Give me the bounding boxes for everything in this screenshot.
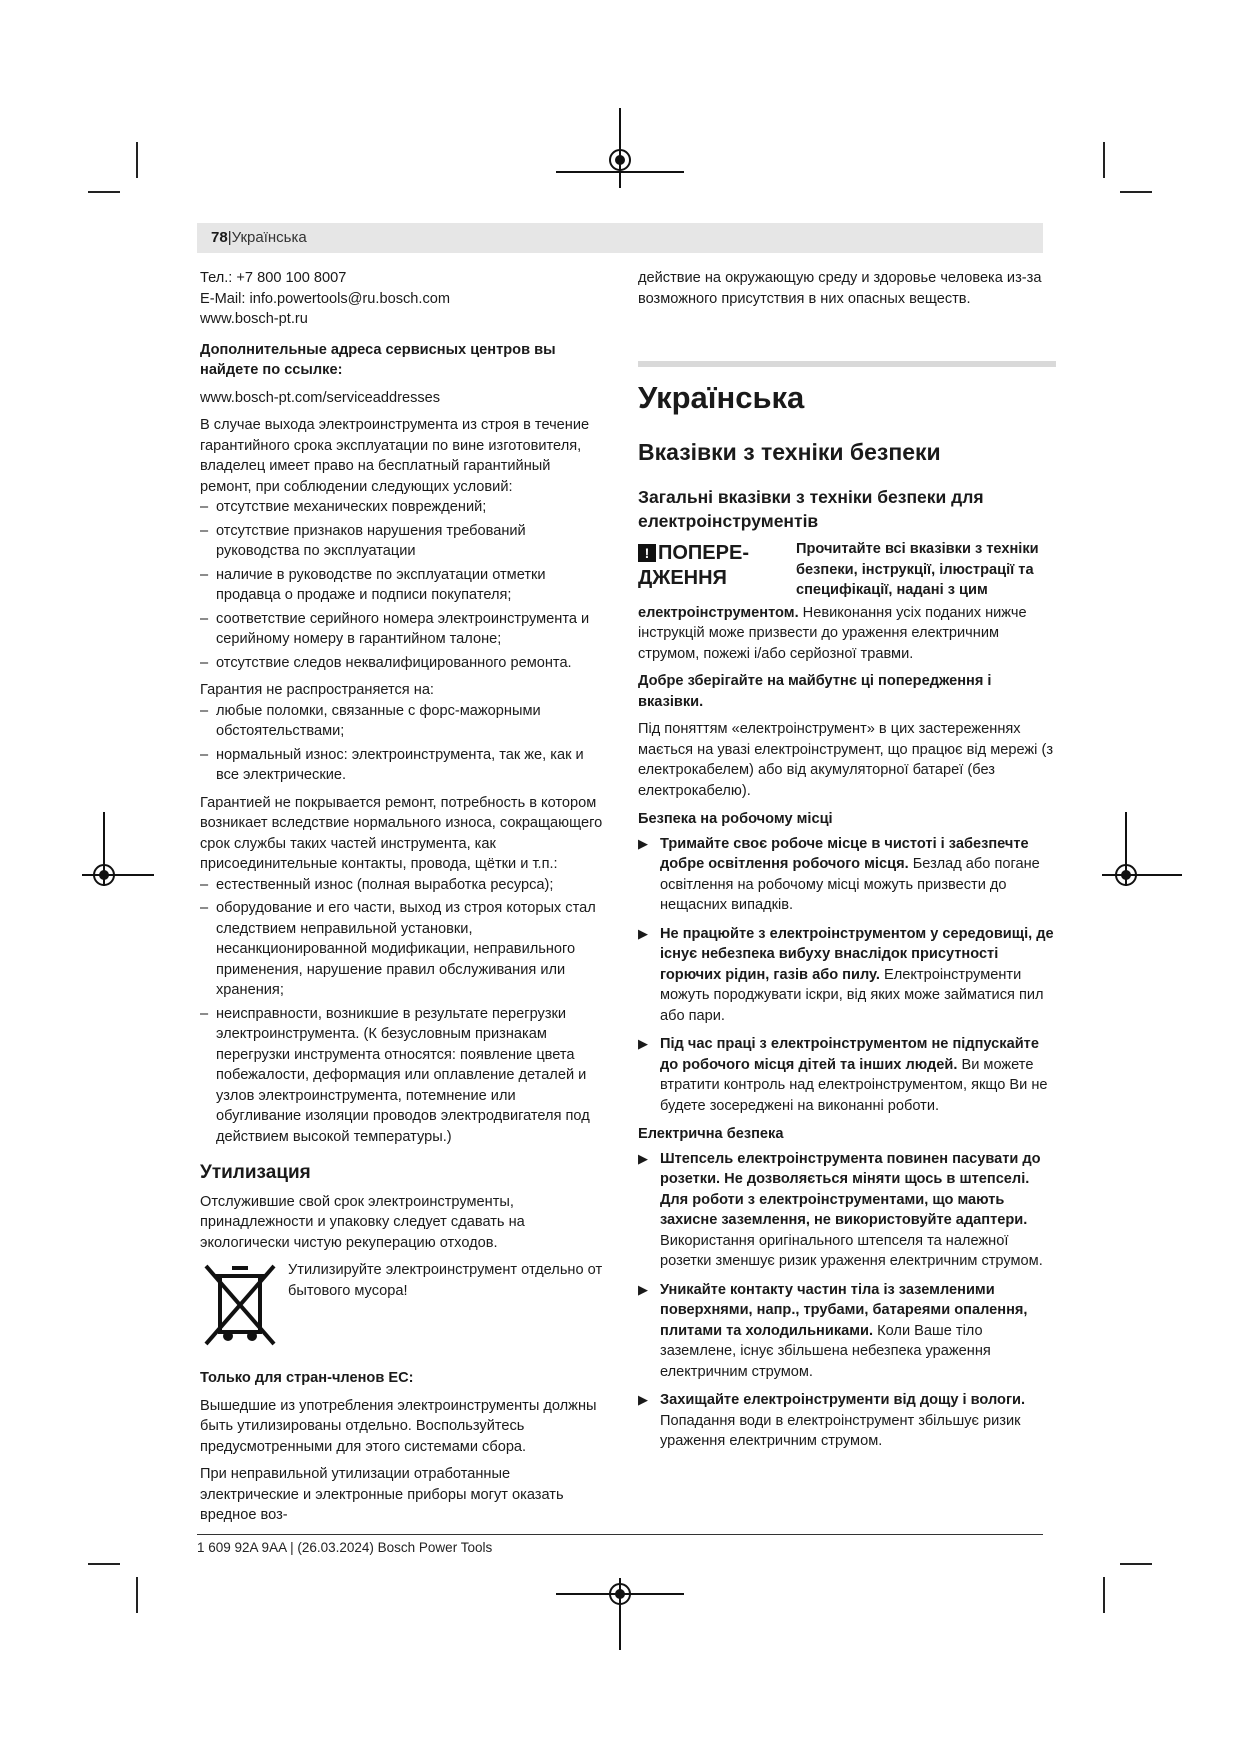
list-item: – отсутствие механических повреждений;: [200, 497, 604, 518]
list-item: – отсутствие признаков нарушения требований руководства по эксплуатации: [200, 521, 604, 562]
crop-mark-tr-v: [1103, 142, 1105, 178]
crop-mark-tl-v: [136, 142, 138, 178]
page-number: 78: [211, 229, 228, 246]
parts-intro: Гарантией не покрывается ремонт, потребность в котором возникает вследствие нормального износа, сокращающего срок службы таких частей инструмента, как присоединительные контакты, провода, щётки и т.п.:: [200, 794, 603, 872]
eu-text-1: Вышедшие из употребления электроинструменты должны быть утилизированы отдельно. Воспользуйтесь предусмотренными для этого системами сбора.: [200, 1397, 597, 1455]
item-bold: Не працюйте з електроінструментом у середовищі, де існує небезпека вибуху внаслідок присутності горючих рідин, газів або пилу.: [660, 925, 1054, 983]
page-header: [197, 223, 1043, 253]
electrical-heading: Електрична безпека: [638, 1126, 784, 1142]
crop-mark-bl-h: [88, 1563, 120, 1565]
warranty-conditions-list: [200, 497, 604, 673]
right-column: [638, 268, 1056, 1460]
section-divider: [638, 361, 1056, 367]
footer-text: 1 609 92A 9AA | (26.03.2024) Bosch Power Tools: [197, 1540, 493, 1555]
warning-triangle-icon: !: [638, 544, 656, 562]
bullet-triangle-icon: ▶: [638, 835, 648, 851]
list-item: – естественный износ (полная выработка ресурса);: [200, 875, 604, 896]
list-item: – соответствие серийного номера электроинструмента и серийному номеру в гарантийном талоне;: [200, 609, 604, 650]
continuation-text: действие на окружающую среду и здоровье человека из-за возможного присутствия в них опасных веществ.: [638, 270, 1042, 307]
registration-mark-right: [1115, 864, 1137, 886]
item-bold: Штепсель електроінструмента повинен пасувати до розетки. Не дозволяється міняти щось в штепселі. Для роботи з електроінструментами, що мають захисне заземлення, не використовуйте адаптери.: [660, 1150, 1041, 1228]
list-item: [638, 834, 1056, 916]
list-item: [638, 924, 1056, 1027]
list-item: – нормальный износ: электроинструмента, так же, как и все электрические.: [200, 745, 604, 786]
registration-mark-bottom: [609, 1583, 631, 1605]
addresses-url: www.bosch-pt.com/serviceaddresses: [200, 389, 441, 406]
warning-bold-text-2: електроінструментом.: [638, 604, 799, 621]
crop-mark-br-v: [1103, 1577, 1105, 1613]
crop-mark-bl-v: [136, 1577, 138, 1613]
not-covered-intro: Гарантия не распространяется на:: [200, 682, 434, 698]
warning-paragraph: [638, 603, 1056, 665]
crop-mark-br-h: [1120, 1563, 1152, 1565]
header-separator: |: [227, 229, 232, 246]
language-title: Українська: [638, 380, 805, 415]
definition-text: Під поняттям «електроінструмент» в цих застереженнях мається на увазі електроінструмент, що працює від мережі (з електрокабелем) або від акумуляторної батареї (без електрокабелю).: [638, 721, 1054, 799]
item-text: Попадання води в електроінструмент збільшує ризик ураження електричним струмом.: [660, 1412, 1021, 1449]
contact-email: E-Mail: info.powertools@ru.bosch.com: [200, 290, 451, 307]
warning-label-text: ПОПЕРЕ-ДЖЕННЯ: [638, 542, 749, 589]
list-item: [638, 1280, 1056, 1383]
item-text: Ви можете втратити контроль над електроінструментом, якщо Ви не будете зосереджені на виконанні роботи.: [660, 1056, 1048, 1114]
list-item: [638, 1034, 1056, 1116]
warranty-intro: В случае выхода электроинструмента из строя в течение гарантийного срока эксплуатации по вине изготовителя, владелец имеет право на бесплатный гарантийный ремонт, при соблюдении следующих условий:: [200, 417, 590, 495]
disposal-heading: Утилизация: [200, 1162, 311, 1183]
registration-mark-right-h: [1102, 874, 1182, 876]
list-item: – оборудование и его части, выход из строя которых стал следствием неправильной установки, несанкционированной модификации, неправильного применения, нарушение правил обслуживания или хранения;: [200, 898, 604, 1001]
bullet-triangle-icon: ▶: [638, 1281, 648, 1297]
bullet-triangle-icon: ▶: [638, 925, 648, 941]
electrical-list: [638, 1149, 1056, 1452]
list-item: – наличие в руководстве по эксплуатации отметки продавца о продаже и подписи покупателя;: [200, 565, 604, 606]
workplace-list: [638, 834, 1056, 1117]
item-bold: Під час праці з електроінструментом не підпускайте до робочого місця дітей та інших людей.: [660, 1036, 1039, 1073]
recycle-block: [200, 1260, 604, 1356]
list-item: – любые поломки, связанные с форс-мажорными обстоятельствами;: [200, 701, 604, 742]
contact-website: www.bosch-pt.ru: [200, 311, 308, 327]
footer-rule: [197, 1534, 1043, 1535]
keep-instructions: Добре зберігайте на майбутнє ці попередження і вказівки.: [638, 673, 992, 710]
header-language: Українська: [231, 229, 307, 246]
disposal-text: Отслужившие свой срок электроинструменты, принадлежности и упаковку следует сдавать на экологически чистую рекуперацию отходов.: [200, 1193, 525, 1251]
eu-text-2: При неправильной утилизации отработанные электрические и электронные приборы могут оказать вредное воз-: [200, 1466, 564, 1523]
list-item: [638, 1390, 1056, 1452]
crossed-bin-icon: [200, 1260, 280, 1352]
workplace-heading: Безпека на робочому місці: [638, 811, 833, 827]
left-column: [200, 268, 604, 1533]
safety-title: Вказівки з техніки безпеки: [638, 439, 941, 465]
crop-mark-tl-h: [88, 191, 120, 193]
registration-mark-top-v: [619, 108, 621, 188]
contact-phone: Тел.: +7 800 100 8007: [200, 270, 347, 286]
registration-mark-top: [609, 149, 631, 171]
warning-block: [638, 539, 1056, 601]
list-item: [638, 1149, 1056, 1272]
item-bold: Тримайте своє робоче місце в чистоті і забезпечте добре освітлення робочого місця.: [660, 835, 1029, 872]
item-text: Електроінструменти можуть породжувати іскри, від яких може займатися пил або пари.: [660, 966, 1044, 1024]
item-bold: Уникайте контакту частин тіла із заземленими поверхнями, напр., трубами, батареями опалення, плитами та холодильниками.: [660, 1281, 1028, 1339]
bullet-triangle-icon: ▶: [638, 1150, 648, 1166]
bullet-triangle-icon: ▶: [638, 1392, 648, 1407]
contact-block: [200, 268, 604, 330]
registration-mark-left: [93, 864, 115, 886]
item-text: Безлад або погане освітлення на робочому місці можуть призвести до нещасних випадків.: [660, 856, 1040, 913]
general-safety-title: Загальні вказівки з техніки безпеки для електроінструментів: [638, 487, 984, 531]
item-text: Коли Ваше тіло заземлене, існує збільшена небезпека ураження електричним струмом.: [660, 1322, 991, 1380]
warning-rest-text: Невиконання усіх поданих нижче інструкцій може призвести до ураження електричним струмом, пожежі і/або серйозної травми.: [638, 604, 1027, 662]
registration-mark-top-h: [556, 171, 684, 173]
item-bold: Захищайте електроінструменти від дощу і вологи.: [660, 1392, 1026, 1408]
warning-bold-text: Прочитайте всі вказівки з техніки безпеки, інструкції, ілюстрації та специфікації, надані з цим: [796, 541, 1039, 598]
bullet-triangle-icon: ▶: [638, 1036, 648, 1051]
eu-heading: Только для стран-членов ЕС:: [200, 1370, 414, 1386]
item-text: Використання оригінального штепселя та належної розетки зменшує ризик ураження електричним струмом.: [660, 1232, 1043, 1269]
warning-label: [638, 541, 788, 591]
disposal-icon-text: Утилизируйте электроинструмент отдельно от бытового мусора!: [288, 1262, 603, 1299]
addresses-heading: Дополнительные адреса сервисных центров вы найдете по ссылке:: [200, 341, 556, 378]
not-covered-list: [200, 701, 604, 786]
list-item: – неисправности, возникшие в результате перегрузки электроинструмента. (К безусловным признакам перегрузки инструмента относятся: появление цвета побежалости, деформация или оплавление деталей и узлов электроинструмента, потемнение или обугливание изоляции проводов электродвигателя под действием высокой температуры.): [200, 1004, 604, 1148]
crop-mark-tr-h: [1120, 191, 1152, 193]
parts-list: [200, 875, 604, 1148]
list-item: – отсутствие следов неквалифицированного ремонта.: [200, 653, 604, 674]
